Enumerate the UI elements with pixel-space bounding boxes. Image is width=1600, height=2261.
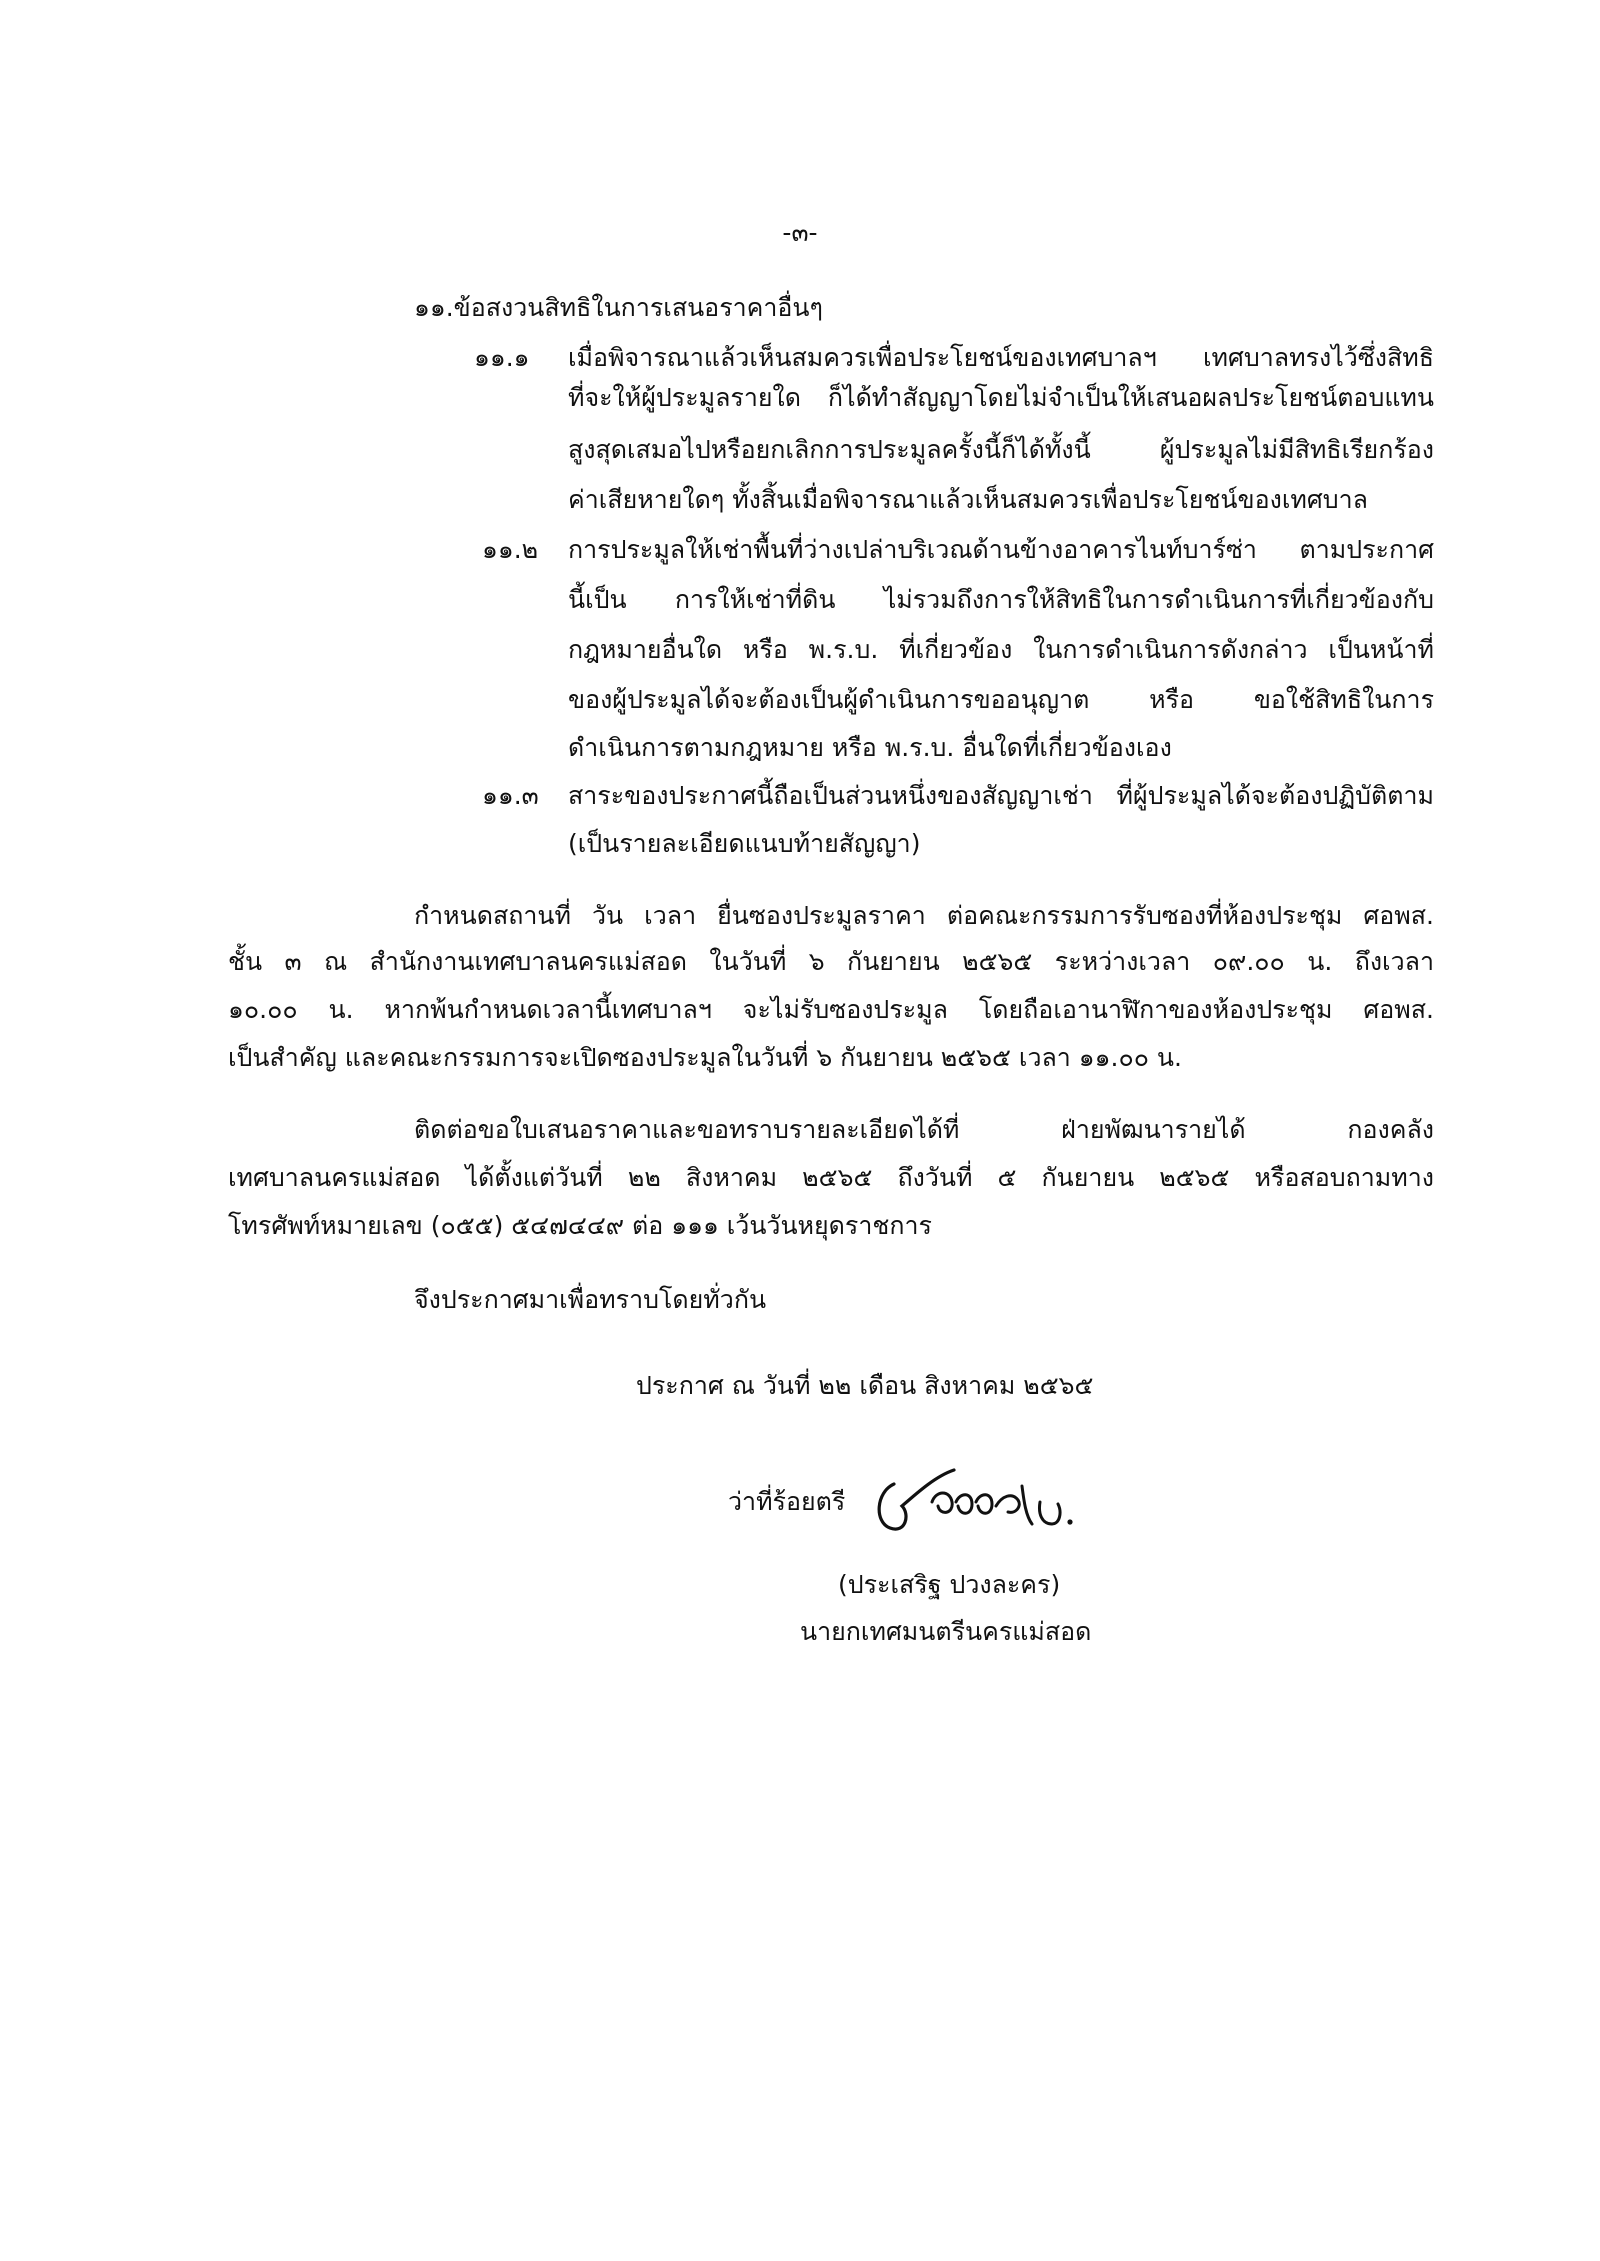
paragraph-line: ติดต่อขอใบเสนอราคาและขอทราบรายละเอียดได้ที่ ฝ่ายพัฒนารายได้ กองคลัง [414,1115,1434,1144]
item-line: ที่จะให้ผู้ประมูลรายใด ก็ได้ทำสัญญาโดยไม่จำเป็นให้เสนอผลประโยชน์ตอบแทน [568,383,1434,412]
signer-title: นายกเทศมนตรีนครแม่สอด [800,1617,1092,1646]
item-line: สูงสุดเสมอไปหรือยกเลิกการประมูลครั้งนี้ก็ได้ทั้งนี้ ผู้ประมูลไม่มีสิทธิเรียกร้อง [568,435,1434,464]
item-number: ๑๑.๓ [482,781,539,810]
signer-name: (ประเสริฐ ปวงละคร) [838,1570,1061,1599]
closing-line: จึงประกาศมาเพื่อทราบโดยทั่วกัน [414,1285,767,1314]
section-heading: ๑๑.ข้อสงวนสิทธิในการเสนอราคาอื่นๆ [414,293,823,322]
paragraph-line: เป็นสำคัญ และคณะกรรมการจะเปิดซองประมูลในวันที่ ๖ กันยายน ๒๕๖๕ เวลา ๑๑.๐๐ น. [228,1043,1182,1072]
paragraph-line: ชั้น ๓ ณ สำนักงานเทศบาลนครแม่สอด ในวันที่ ๖ กันยายน ๒๕๖๕ ระหว่างเวลา ๐๙.๐๐ น. ถึงเวลา [228,947,1434,976]
signer-rank: ว่าที่ร้อยตรี [728,1487,846,1516]
item-line: ค่าเสียหายใดๆ ทั้งสิ้นเมื่อพิจารณาแล้วเห็นสมควรเพื่อประโยชน์ของเทศบาล [568,485,1368,514]
signature-image [866,1462,1096,1542]
item-number: ๑๑.๑ [474,343,530,372]
item-line: ดำเนินการตามกฎหมาย หรือ พ.ร.บ. อื่นใดที่เกี่ยวข้องเอง [568,733,1172,762]
item-line: (เป็นรายละเอียดแนบท้ายสัญญา) [568,829,921,858]
paragraph-line: โทรศัพท์หมายเลข (๐๕๕) ๕๔๗๔๔๙ ต่อ ๑๑๑ เว้นวันหยุดราชการ [228,1211,932,1240]
item-line: เมื่อพิจารณาแล้วเห็นสมควรเพื่อประโยชน์ของเทศบาลฯ เทศบาลทรงไว้ซึ่งสิทธิ [568,343,1434,372]
item-number: ๑๑.๒ [482,535,539,564]
paragraph-line: ๑๐.๐๐ น. หากพ้นกำหนดเวลานี้เทศบาลฯ จะไม่รับซองประมูล โดยถือเอานาฬิกาของห้องประชุม ศอพส. [228,995,1434,1024]
item-line: นี้เป็น การให้เช่าที่ดิน ไม่รวมถึงการให้สิทธิในการดำเนินการที่เกี่ยวข้องกับ [568,585,1434,614]
item-line: กฎหมายอื่นใด หรือ พ.ร.บ. ที่เกี่ยวข้อง ในการดำเนินการดังกล่าว เป็นหน้าที่ [568,635,1434,664]
paragraph-line: กำหนดสถานที่ วัน เวลา ยื่นซองประมูลราคา ต่อคณะกรรมการรับซองที่ห้องประชุม ศอพส. [414,901,1434,930]
item-line: ของผู้ประมูลได้จะต้องเป็นผู้ดำเนินการขออนุญาต หรือ ขอใช้สิทธิในการ [568,685,1434,714]
item-line: สาระของประกาศนี้ถือเป็นส่วนหนึ่งของสัญญาเช่า ที่ผู้ประมูลได้จะต้องปฏิบัติตาม [568,781,1434,810]
item-line: การประมูลให้เช่าพื้นที่ว่างเปล่าบริเวณด้านข้างอาคารไนท์บาร์ซ่า ตามประกาศ [568,535,1434,564]
announcement-date: ประกาศ ณ วันที่ ๒๒ เดือน สิงหาคม ๒๕๖๕ [636,1371,1094,1400]
page-number: -๓- [782,218,818,247]
paragraph-line: เทศบาลนครแม่สอด ได้ตั้งแต่วันที่ ๒๒ สิงหาคม ๒๕๖๕ ถึงวันที่ ๕ กันยายน ๒๕๖๕ หรือสอบถามทาง [228,1163,1434,1192]
